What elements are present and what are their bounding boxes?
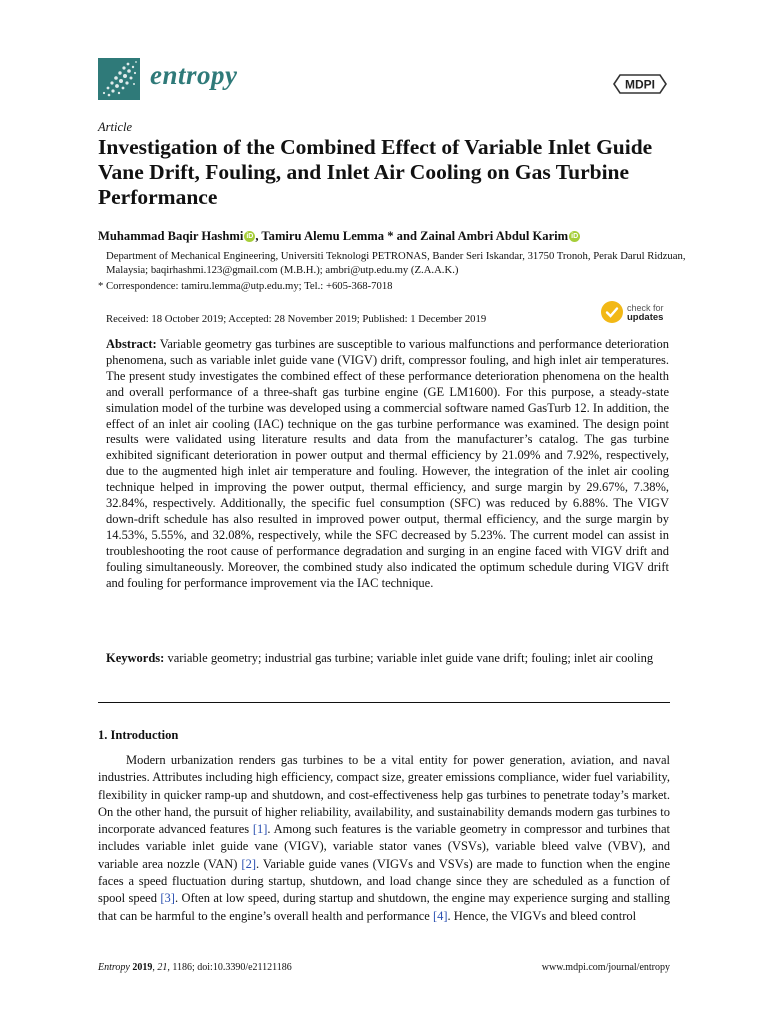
abstract-label: Abstract: (106, 337, 157, 351)
correspondence: * Correspondence: tamiru.lemma@utp.edu.my; Tel.: +605-368-7018 (98, 280, 393, 292)
citation-link[interactable]: [4] (432, 908, 448, 923)
page-title: Investigation of the Combined Effect of Variable Inlet Guide Vane Drift, Fouling, and Inlet Air Cooling on Gas Turbine Performance (98, 135, 653, 209)
introduction-body (98, 752, 670, 925)
check-updates-line2: updates (627, 312, 664, 323)
check-for-updates-button[interactable] (601, 301, 675, 327)
author-name[interactable]: Tamiru Alemu Lemma * (261, 229, 394, 243)
journal-name: entropy (150, 60, 238, 90)
keywords-text: variable geometry; industrial gas turbine; variable inlet guide vane drift; fouling; inlet air cooling (167, 651, 654, 665)
keywords (106, 650, 669, 666)
footer-url[interactable]: www.mdpi.com/journal/entropy (541, 962, 670, 973)
citation-link[interactable]: [1] (252, 822, 268, 837)
section-heading: 1. Introduction (98, 728, 179, 742)
citation-link[interactable]: [2] (241, 856, 256, 871)
author-name[interactable]: Muhammad Baqir Hashmi (98, 229, 244, 243)
affiliation: Department of Mechanical Engineering, Universiti Teknologi PETRONAS, Bander Seri Iskandar, 31750 Tronoh, Perak Darul Ridzuan, Malaysia; baqirhashmi.123@gmail.com (M.B.H.); ambri@utp.edu.my (Z.A.A.K.) (106, 250, 686, 276)
orcid-icon[interactable]: iD (246, 233, 254, 240)
keywords-label: Keywords: (106, 651, 165, 665)
author-name[interactable]: Zainal Ambri Abdul Karim (420, 229, 569, 243)
check-updates-icon (601, 301, 623, 323)
mdpi-logo (612, 72, 668, 96)
paragraph: Modern urbanization renders gas turbines to be a vital entity for power generation, aviation, and naval industries. Attributes including high efficiency, compact size, greater emissions compliance, wider fuel variability, flexibility in quicker ramp-up and shutdown, and cost-effectiveness help gas turbines to penetrate today’s market. On the other hand, the pursuit of higher reliability, availability, and sustainability demands modern gas turbines to incorporate advanced features [1]. Among such features is the variable geometry in compressor and turbines that includes variable inlet guide vane (VIGV), variable stator vanes (VSVs), variable bleed valve (VBV), and variable area nozzle (VAN) [2]. Variable guide vanes (VIGVs and VSVs) are made to function when the engine faces a speed fluctuation during startup, shutdown, and load change since they are scheduled as a function of spool speed [3]. Often at low speed, during startup and shutdown, the engine may experience surging and stalling that can be harmful to the engine’s overall health and performance [4]. Hence, the VIGVs and bleed control (98, 753, 670, 923)
orcid-icon[interactable]: iD (571, 233, 579, 240)
check-updates-line1: check for (627, 303, 664, 313)
footer-citation: Entropy 2019, 21, 1186; doi:10.3390/e21121186 (98, 962, 292, 973)
entropy-logo-icon (98, 58, 140, 100)
svg-text:MDPI: MDPI (625, 77, 655, 92)
author-list: Muhammad Baqir Hashmi iD , Tamiru Alemu Lemma * and Zainal Ambri Abdul Karim iD (98, 229, 579, 243)
section-divider (98, 702, 670, 703)
abstract-text: Variable geometry gas turbines are susceptible to various malfunctions and performance deterioration phenomena, such as variable inlet guide vane (VIGV) drift, compressor fouling, and high inlet air temperatures. The present study investigates the combined effect of these performance deterioration phenomena on the health and overall performance of a three-shaft gas turbine engine (GE LM1600). For this purpose, a steady-state simulation model of the turbine was developed using a commercial software named GasTurb 12. In addition, the effect of an inlet air cooling (IAC) technique on the gas turbine performance was examined. The design point results were validated using literature results and data from the manufacturer’s catalog. The gas turbine exhibited significant deterioration in power output and thermal efficiency by 21.09% and 7.92%, respectively, due to the augmented high inlet air temperature and fouling. However, the integration of the inlet air cooling technique helped in improving the power output, thermal efficiency, and surge margin by 29.67%, 7.38%, 32.84%, respectively. Additionally, the specific fuel consumption (SFC) was reduced by 6.88%. The VIGV down-drift schedule has also resulted in improved power output, thermal efficiency, and the surge margin by 14.53%, 5.55%, and 32.08%, respectively, while the SFC decreased by 5.23%. The current model can assist in troubleshooting the root cause of performance degradation and surging in an engine faced with VIGV drift and fouling simultaneously. Moreover, the combined study also indicated the optimum schedule during VIGV drift and fouling for performance improvement via the IAC technique. (106, 337, 670, 590)
abstract (106, 337, 669, 592)
article-type: Article (98, 120, 133, 134)
citation-link[interactable]: [3] (160, 891, 175, 906)
publication-dates: Received: 18 October 2019; Accepted: 28 November 2019; Published: 1 December 2019 (106, 313, 487, 325)
